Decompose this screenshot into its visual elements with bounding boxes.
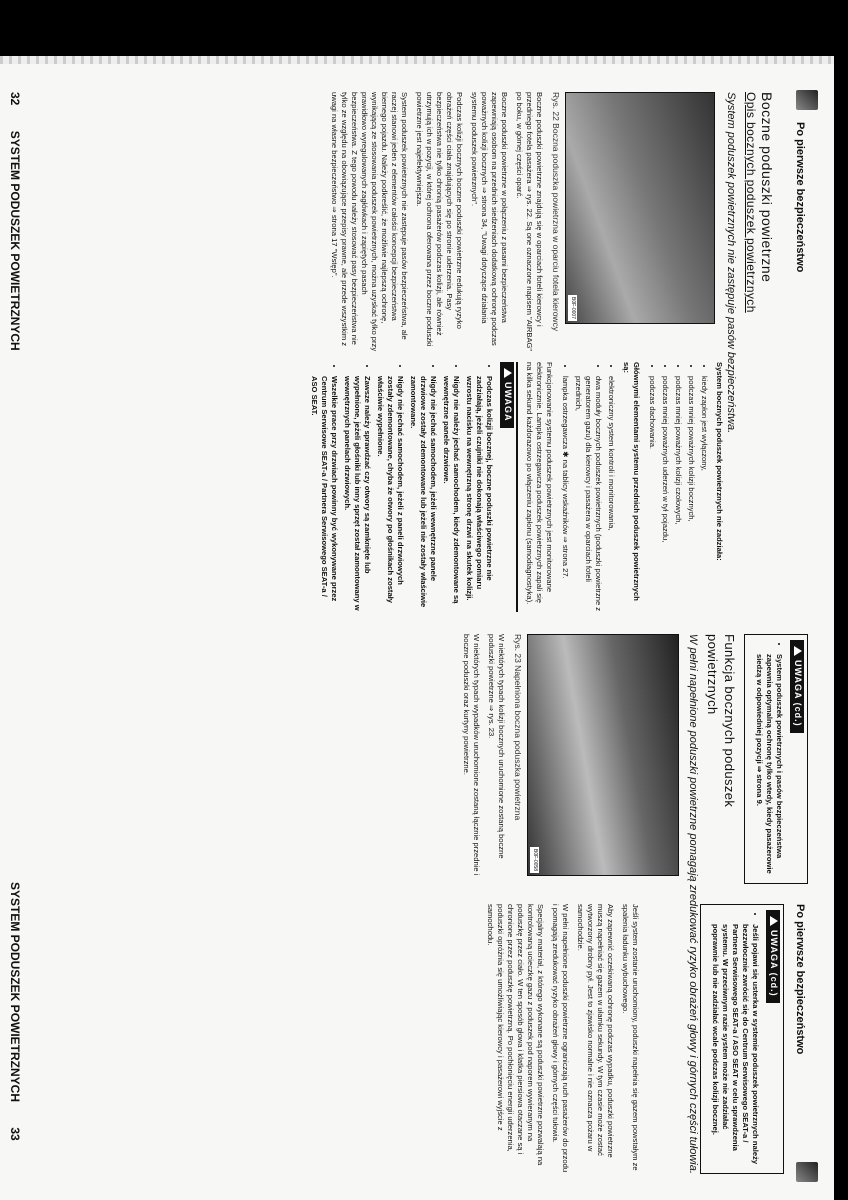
book-icon [796,1162,818,1182]
warning-title: UWAGA (cd.) [790,640,804,733]
warning-list [754,640,784,878]
warning-item: • Nigdy nie jechać samochodem, jeżeli wewnętrzne panele drzwiowe zostały zdemontowane lub jeżeli nie zostały właściwie zamontowane. [408,376,438,612]
paragraph: W niektórych typach wypadków uruchomione zostaną łącznie przednie i boczne poduszki oraz kurtyny powietrzne. [461,634,481,876]
figure-inflated-airbag [527,634,679,876]
list-item: • dwa moduły bocznych poduszek powietrznych (poduszki powietrzne z generatorem gazu) dla kierowcy i pasażera w oparciach foteli przednich, [573,376,603,612]
page-number: 32 [8,92,22,106]
warning-item: • Podczas kolizji bocznej, boczne poduszki powietrzne nie zadziałają, jeżeli czujniki nie dokonają właściwego pomiaru wzrostu nacisku na wewnętrzną stronę drzwi na skutek kolizji. [464,376,494,612]
warning-box [309,362,518,612]
rotated-sheet [0,62,834,1200]
figure-caption: Rys. 22 Boczna poduszka powietrzna w oparciu fotela kierowcy [551,92,562,332]
lead-text: W pełni napełnione poduszki powietrzne pomagają zredukować ryzyko obrażeń głowy i górnych części tułowia. [686,634,699,1174]
figure-seat-airbag [565,92,715,324]
book-icon [796,90,818,110]
paragraph: Głównymi elementami systemu przednich poduszek powietrznych są: [621,362,641,601]
warning-item: • System poduszek powietrznych i pasów bezpieczeństwa zapewnia optymalną ochronę tylko wtedy, kiedy pasażerowie siedzą w odpowiedniej pozycji ⇒ strona 9. [754,654,784,878]
warning-continued-box [744,634,808,884]
scanned-page-spread [0,62,834,1200]
warning-continued-box [700,904,784,1174]
paragraph: Specjalny materiał, z którego wykonane są poduszki powietrzne pozwalają na kontrolowaną ucieczkę gazu z poduszek pod naporem wywieranym na poduszkę przez ciało. W ten sposób głowa i klatka piersiowa otaczane są i chronione przez poduszkę powietrzną. Po pochłonięciu energii uderzenia, poduszki opróżnia się umożliwiając kierowcy i pasażerowi wyjście z samochodu. [485,904,545,1166]
footer-text: SYSTEM PODUSZEK POWIETRZNYCH [8,130,22,351]
warning-list [710,910,760,1168]
list-item: • podczas mniej poważnych kolizji czołowych, [673,376,683,612]
paragraph: W niektórych typach kolizji bocznych uruchomione zostaną boczne poduszki powietrzne ⇒ rys. 23. [487,634,507,859]
subsection-title: Opis bocznych poduszek powietrznych [743,92,758,313]
list-item: • podczas mniej poważnych kolizji bocznych, [686,376,696,612]
paragraph: Boczne poduszki powietrzne znajdują się w oparciach foteli kierowcy i przedniego fotela pasażera ⇒ rys. 22. Są one oznaczone napisem "AIRBAG" po boku, w górnej części oparć. [514,92,544,352]
paragraph: Podczas kolizji bocznych boczne poduszki powietrzne redukują ryzyko obrażeń części ciała znajdujących się po stronie uderzenia. Pasy bezpieczeństwa nie tylko chronią pasażerów podczas kolizji, ale również utrzymują ich w pozycji, w której ochrona oferowana przez boczne poduszki powietrzne jest najefektywniejsza. [414,92,464,347]
warning-triangle-icon [504,368,512,378]
list-item: • kiedy zapłon jest wyłączony, [699,376,709,612]
section-title: Funkcja bocznych poduszek powietrznych [704,634,738,808]
section-title: Boczne poduszki powietrzne [759,92,775,283]
warning-item: • Nigdy nie należy jechać samochodem, kiedy zdemontowane są wewnętrzne panele drzwiowe. [441,376,461,612]
list-item: • lampka ostrzegawcza ✱ na tablicy wskaźników ⇒ strona 27. [560,376,570,612]
left-footer [8,92,22,351]
warning-triangle-icon [794,646,802,656]
warning-title: UWAGA (cd.) [766,910,780,1003]
left-col-2 [303,362,724,612]
components-list [560,362,616,612]
right-page-header: Po pierwsze bezpieczeństwo [794,904,806,1055]
figure-tag: B0F-0058 [531,849,538,871]
warning-triangle-icon [770,916,778,926]
paragraph: Funkcjonowanie systemu poduszek powietrznych jest monitorowane elektronicznie. Lampka ostrzegawcza poduszek powietrznych zapali się na kilka sekund każdorazowo po włączeniu zapłonu (samodiagnostyka). [524,362,554,605]
warning-item: • Jeśli pojawi się usterka w systemie poduszek powietrznych należy bezzwłocznie zwrócić się do Centrum Serwisowego SEAT-a / Partnera Serwisowego SEAT-a / ASO SEAT w celu sprawdzenia systemu. W przeciwnym razie system może nie zadziałać poprawnie lub nie zadziałać wcale podczas kolizji bocznej. [710,924,760,1168]
list-item: • podczas mniej poważnych uderzeń w tył pojazdu, [660,376,670,612]
warning-list [309,362,494,612]
figure-tag: B0F-0007 [569,297,576,319]
page-number: 33 [8,1127,22,1141]
paragraph: Boczne poduszki powietrzne w połączeniu z pasami bezpieczeństwa zapewniają osobom na przednich siedzeniach dodatkową ochronę podczas poważnych kolizji bocznych ⇒ strona 34, "Uwagi dotyczące działania systemu poduszek powietrznych". [469,92,509,346]
paragraph: System poduszek powietrznych nie zastępuje pasów bezpieczeństwa, ale raczej stanowi jeden z elementów całości koncepcji bezpieczeństwa biernego pojazdu. Należy podkreślić, że możliwie najlepszą ochronę, wynikającą ze stosowania poduszek powietrznych, można uzyskać tylko przy prawidłowo wyregulowanych zagłówkach i zapiętych pasach bezpieczeństwa. Z tego powodu należy stosować pasy bezpieczeństwa nie tylko ze względu na obowiązujące przepisy prawne, ale przede wszystkim z uwagi na własne bezpieczeństwo ⇒ strona 17 "Wstęp". [329,92,409,352]
paragraph: System bocznych poduszek powietrznych nie zadziała: [715,362,724,561]
right-footer [8,882,22,1163]
lead-text: System poduszek powietrznych nie zastępuje pasów bezpieczeństwa. [724,92,737,434]
paragraph: Jeśli system zostanie uruchomiony, poduszki napełnia się gazem powstałym ze spalenia ładunku wybuchowego. [621,904,641,1171]
warning-title: UWAGA [500,362,514,428]
paragraph: W pełni napełnione poduszki powietrzne ograniczają ruch pasażerów do przodu i pomagają zredukować ryzyko obrażeń głowy i górnych części tułowia. [550,904,570,1173]
footer-text: SYSTEM PODUSZEK POWIETRZNYCH [8,882,22,1103]
warning-item: • Wszelkie prace przy drzwiach powinny być wykonywane przez Centrum Serwisowe SEAT-a / Partnera Serwisowego SEAT-a / ASO SEAT. [309,376,339,612]
left-page-header: Po pierwsze bezpieczeństwo [794,122,806,273]
warning-item: • Zawsze należy sprawdzać czy otwory są zamknięte lub wypełnione, jeżeli głośniki lub inny sprzęt został zamontowany w wewnętrznych panelach drzwiowych. [342,376,372,612]
right-col-2 [480,904,784,1174]
list-item: • elektroniczny system kontroli i monitorowania, [606,376,616,612]
figure-caption: Rys. 23 Napełniona boczna poduszka powietrzna [513,634,524,821]
list-item: • podczas dachowania. [647,376,657,612]
not-active-list [647,362,709,612]
warning-item: • Nigdy nie jechać samochodem, jeżeli z paneli drzwiowych zostały zdemontowane, chyba że otwory po głośnikach zostały właściwie wypełnione. [375,376,405,612]
paragraph: Aby zapewnić oczekiwaną ochronę podczas wypadku, poduszki powietrzne muszą napełniać się gazem w ułamku sekundy. W tym czasie może zostać wytworzony drobny pył. Jest to zjawisko normalne i nie oznacza pożaru w samochodzie. [575,904,616,1158]
